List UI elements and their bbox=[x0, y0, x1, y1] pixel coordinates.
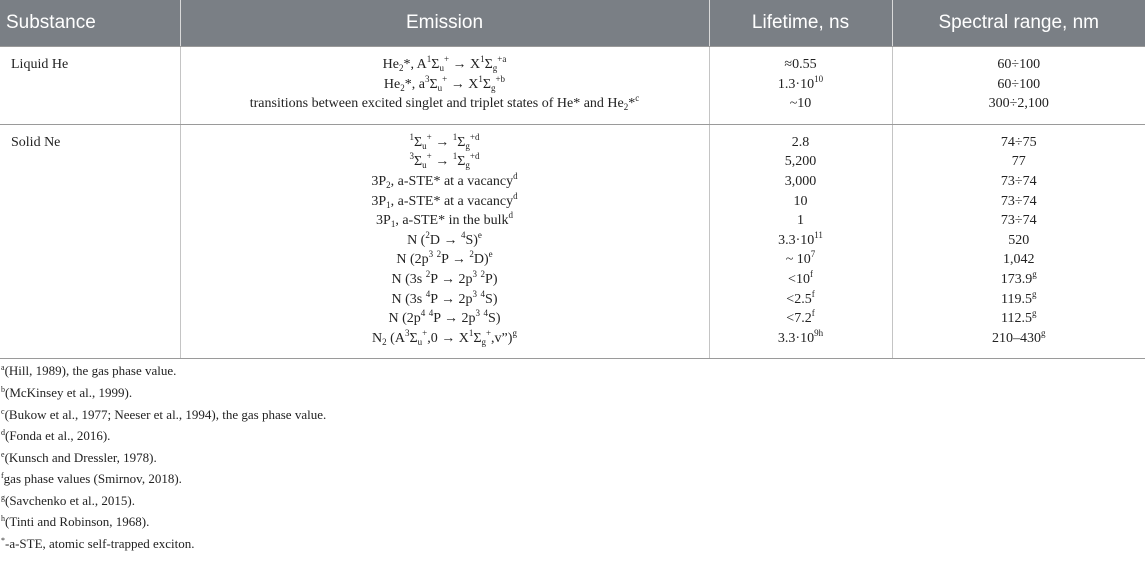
footnote bbox=[1, 447, 1145, 469]
lifetime-value: $1.3\cdot 10^{10}$ bbox=[777, 73, 824, 92]
emission-cell bbox=[180, 124, 709, 359]
footnote-text: (Kunsch and Dressler, 1978). bbox=[4, 449, 157, 465]
lifetime-value: $<10^f$ bbox=[788, 268, 813, 287]
table-section-row bbox=[0, 47, 1145, 125]
substance-cell bbox=[0, 124, 180, 359]
spectral-range-value: 73÷74 bbox=[1000, 193, 1037, 209]
footnote-mark: e bbox=[1, 449, 5, 459]
spectral-range-value: 173.9$^g$ bbox=[1000, 268, 1037, 287]
spectral-range-value: 119.5$^g$ bbox=[1001, 288, 1037, 307]
footnote bbox=[1, 382, 1145, 404]
emission-text: $3P_2$, a-STE* at a vacancy$^d$ bbox=[371, 170, 518, 190]
footnote-mark: b bbox=[1, 384, 5, 394]
footnote-mark: g bbox=[1, 492, 5, 502]
footnote bbox=[1, 468, 1145, 490]
header-lifetime: Lifetime, ns bbox=[709, 0, 892, 47]
spectral-range-value: 73÷74 bbox=[1000, 213, 1037, 229]
table-body bbox=[0, 47, 1145, 359]
emission-text: $^3\Sigma_u^+ \to ^1\Sigma_g^{+d}$ bbox=[409, 151, 480, 171]
substance-label: Liquid He bbox=[11, 57, 69, 72]
lifetime-value: ~10 bbox=[789, 96, 812, 112]
footnote bbox=[1, 360, 1145, 382]
header-spectral-range: Spectral range, nm bbox=[892, 0, 1145, 47]
emission-text: $3P_1$, a-STE* in the bulk$^d$ bbox=[376, 210, 513, 230]
emission-text: $He_2*$, $A^1\Sigma_u^+ \to X^1\Sigma_g^{+a}$ bbox=[382, 54, 507, 73]
lifetime-cell bbox=[709, 124, 892, 359]
header-row bbox=[0, 0, 1145, 47]
footnote-text: (Fonda et al., 2016). bbox=[5, 428, 111, 444]
footnote-text: (Hill, 1989), the gas phase value. bbox=[4, 363, 177, 379]
footnote bbox=[1, 425, 1145, 447]
footnote-mark: a bbox=[1, 363, 5, 373]
footnotes bbox=[0, 359, 1145, 554]
lifetime-value: ≈0.55 bbox=[784, 57, 817, 72]
lifetime-value: <2.5$^f$ bbox=[786, 288, 815, 307]
emission-text: N ($2p^3$ $^2$P → $^2$D)$^e$ bbox=[396, 249, 493, 268]
emission-text: N (3s $^4P \to 2p^3$ $^4$S) bbox=[391, 288, 498, 307]
emission-text: N $(^2D \to ^4S)^e$ bbox=[407, 229, 482, 248]
emission-text: $N_2$ ($A^3\Sigma_u^+,0$ → $X^1\Sigma_g^+,v”)^g$ bbox=[372, 327, 517, 347]
footnote-mark: f bbox=[1, 471, 4, 481]
spectral-range-value: 60÷100 bbox=[997, 57, 1041, 72]
table-section-row bbox=[0, 124, 1145, 359]
spectral-range-value: 520 bbox=[1008, 232, 1030, 248]
spectral-range-value: 1,042 bbox=[1003, 252, 1035, 268]
footnote-mark: d bbox=[1, 428, 5, 438]
lifetime-value: $3.3\cdot 10^{9h}$ bbox=[777, 327, 824, 346]
footnote bbox=[1, 404, 1145, 426]
footnote-text: (McKinsey et al., 1999). bbox=[5, 384, 133, 400]
emission-text: N (3s $^2P \to 2p^3$ $^2$P) bbox=[391, 268, 498, 287]
spectral-range-value: 77 bbox=[1011, 154, 1026, 170]
lifetime-value: $3.3\cdot 10^{11}$ bbox=[778, 229, 823, 248]
emission-text: $3P_1$, a-STE* at a vacancy$^d$ bbox=[371, 190, 518, 210]
spectral-range-value: 60÷100 bbox=[997, 76, 1041, 92]
spectral-range-value: 300÷2,100 bbox=[988, 96, 1049, 112]
spectral-range-value: 73÷74 bbox=[1000, 173, 1037, 189]
footnote bbox=[1, 490, 1145, 512]
lifetime-value: 5,200 bbox=[784, 154, 817, 170]
spectral-range-cell bbox=[892, 124, 1145, 359]
spectral-range-value: 210–430$^g$ bbox=[992, 327, 1046, 346]
footnote-mark: h bbox=[1, 514, 5, 524]
lifetime-value: ~ $10^7$ bbox=[785, 249, 816, 268]
emission-cell bbox=[180, 47, 709, 125]
substance-label: Solid Ne bbox=[11, 134, 61, 150]
lifetime-cell bbox=[709, 47, 892, 125]
spectral-range-value: 74÷75 bbox=[1000, 134, 1037, 150]
footnote bbox=[1, 533, 1145, 555]
footnote-text: (Tinti and Robinson, 1968). bbox=[5, 514, 150, 530]
footnote-mark: * bbox=[1, 536, 5, 546]
substance-cell bbox=[0, 47, 180, 125]
footnote bbox=[1, 511, 1145, 533]
footnote-text: (Bukow et al., 1977; Neeser et al., 1994), the gas phase value. bbox=[4, 406, 327, 422]
header-substance: Substance bbox=[0, 0, 180, 47]
footnote-text: (Savchenko et al., 2015). bbox=[5, 492, 135, 508]
lifetime-value: <7.2$^f$ bbox=[786, 308, 815, 327]
footnote-text: gas phase values (Smirnov, 2018). bbox=[3, 471, 182, 487]
spectral-range-value: 112.5$^g$ bbox=[1001, 308, 1037, 327]
emission-text: $^1\Sigma_u^+ \to ^1\Sigma_g^{+d}$ bbox=[409, 131, 480, 151]
footnote-mark: c bbox=[1, 406, 5, 416]
footnote-text: -a-STE, atomic self-trapped exciton. bbox=[5, 536, 195, 552]
emission-text: N ($2p^4$ $^4P \to 2p^3$ $^4$S) bbox=[388, 308, 501, 327]
lifetime-value: 10 bbox=[793, 193, 808, 209]
emission-text: $He_2*$, $a^3\Sigma_u^+ \to X^1\Sigma_g^{+b}$ bbox=[383, 73, 506, 93]
spectral-range-cell bbox=[892, 47, 1145, 125]
lifetime-value: 2.8 bbox=[791, 134, 810, 150]
table-header bbox=[0, 0, 1145, 47]
lifetime-value: 3,000 bbox=[784, 173, 817, 189]
header-emission: Emission bbox=[180, 0, 709, 47]
lifetime-value: 1 bbox=[797, 213, 804, 229]
emission-text: transitions between excited singlet and triplet states of He* and $He_2*^c$ bbox=[249, 93, 640, 113]
